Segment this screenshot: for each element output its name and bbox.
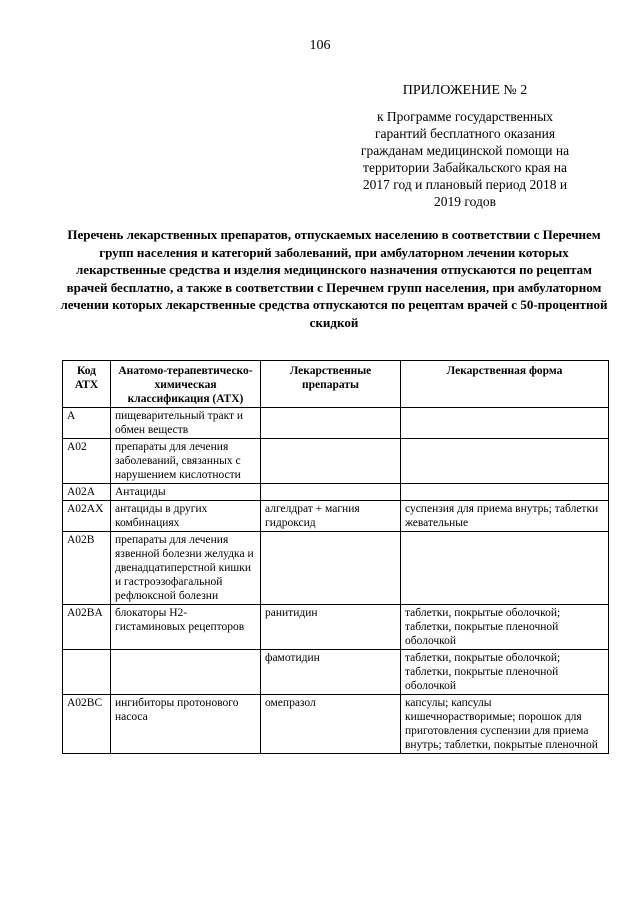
cell-atc: антациды в других комбинациях (111, 501, 261, 532)
cell-drug: ранитидин (261, 605, 401, 650)
table-row (63, 532, 609, 605)
cell-drug (261, 408, 401, 439)
appendix-text: к Программе государственных гарантий бесплатного оказания гражданам медицинской помощи на территории Забайкальского края на 2017 год и плановый период 2018 и 2019 годов (360, 109, 570, 209)
table-row (63, 408, 609, 439)
cell-form (401, 484, 609, 501)
cell-drug: фамотидин (261, 650, 401, 695)
cell-drug (261, 439, 401, 484)
cell-form (401, 439, 609, 484)
table-row (63, 695, 609, 754)
table-row (63, 501, 609, 532)
cell-code: A02BC (63, 695, 111, 754)
cell-drug: омепразол (261, 695, 401, 754)
cell-atc: Антациды (111, 484, 261, 501)
cell-code: A02 (63, 439, 111, 484)
table-row (63, 439, 609, 484)
cell-code: A02A (63, 484, 111, 501)
table-row (63, 484, 609, 501)
table-header-row (63, 361, 609, 408)
cell-code: A02B (63, 532, 111, 605)
cell-code: A02AX (63, 501, 111, 532)
cell-drug (261, 532, 401, 605)
header-form: Лекарственная форма (401, 361, 609, 408)
cell-drug (261, 484, 401, 501)
header-code: Код АТХ (63, 361, 111, 408)
appendix-title: ПРИЛОЖЕНИЕ № 2 (402, 83, 528, 98)
cell-form: таблетки, покрытые оболочкой; таблетки, покрытые пленочной оболочкой (401, 605, 609, 650)
header-atc: Анатомо-терапевтическо-химическая классификация (АТХ) (111, 361, 261, 408)
cell-code: A (63, 408, 111, 439)
cell-atc: препараты для лечения язвенной болезни желудка и двенадцатиперстной кишки и гастроэзофагальной рефлюксной болезни (111, 532, 261, 605)
header-drugs: Лекарственные препараты (261, 361, 401, 408)
drug-table (62, 360, 609, 754)
cell-code: A02BA (63, 605, 111, 650)
cell-form (401, 532, 609, 605)
cell-atc: ингибиторы протонового насоса (111, 695, 261, 754)
document-title: Перечень лекарственных препаратов, отпускаемых населению в соответствии с Перечнем групп населения и категорий заболеваний, при амбулаторном лечении которых лекарственные средства и изделия медицинского назначения отпускаются по рецептам врачей бесплатно, а также в соответствии с Перечнем групп населения, при амбулаторном лечении которых лекарственные средства отпускаются по рецептам врачей с 50-процентной скидкой (60, 227, 608, 330)
cell-atc (111, 650, 261, 695)
table-row (63, 605, 609, 650)
cell-atc: пищеварительный тракт и обмен веществ (111, 408, 261, 439)
cell-form: капсулы; капсулы кишечнорастворимые; порошок для приготовления суспензии для приема внутрь; таблетки, покрытые пленочной (401, 695, 609, 754)
cell-atc: препараты для лечения заболеваний, связанных с нарушением кислотности (111, 439, 261, 484)
table-row (63, 650, 609, 695)
cell-form: суспензия для приема внутрь; таблетки жевательные (401, 501, 609, 532)
cell-form: таблетки, покрытые оболочкой; таблетки, покрытые пленочной оболочкой (401, 650, 609, 695)
cell-code (63, 650, 111, 695)
cell-form (401, 408, 609, 439)
cell-atc: блокаторы Н2-гистаминовых рецепторов (111, 605, 261, 650)
page-number: 106 (309, 38, 331, 53)
cell-drug: алгелдрат + магния гидроксид (261, 501, 401, 532)
